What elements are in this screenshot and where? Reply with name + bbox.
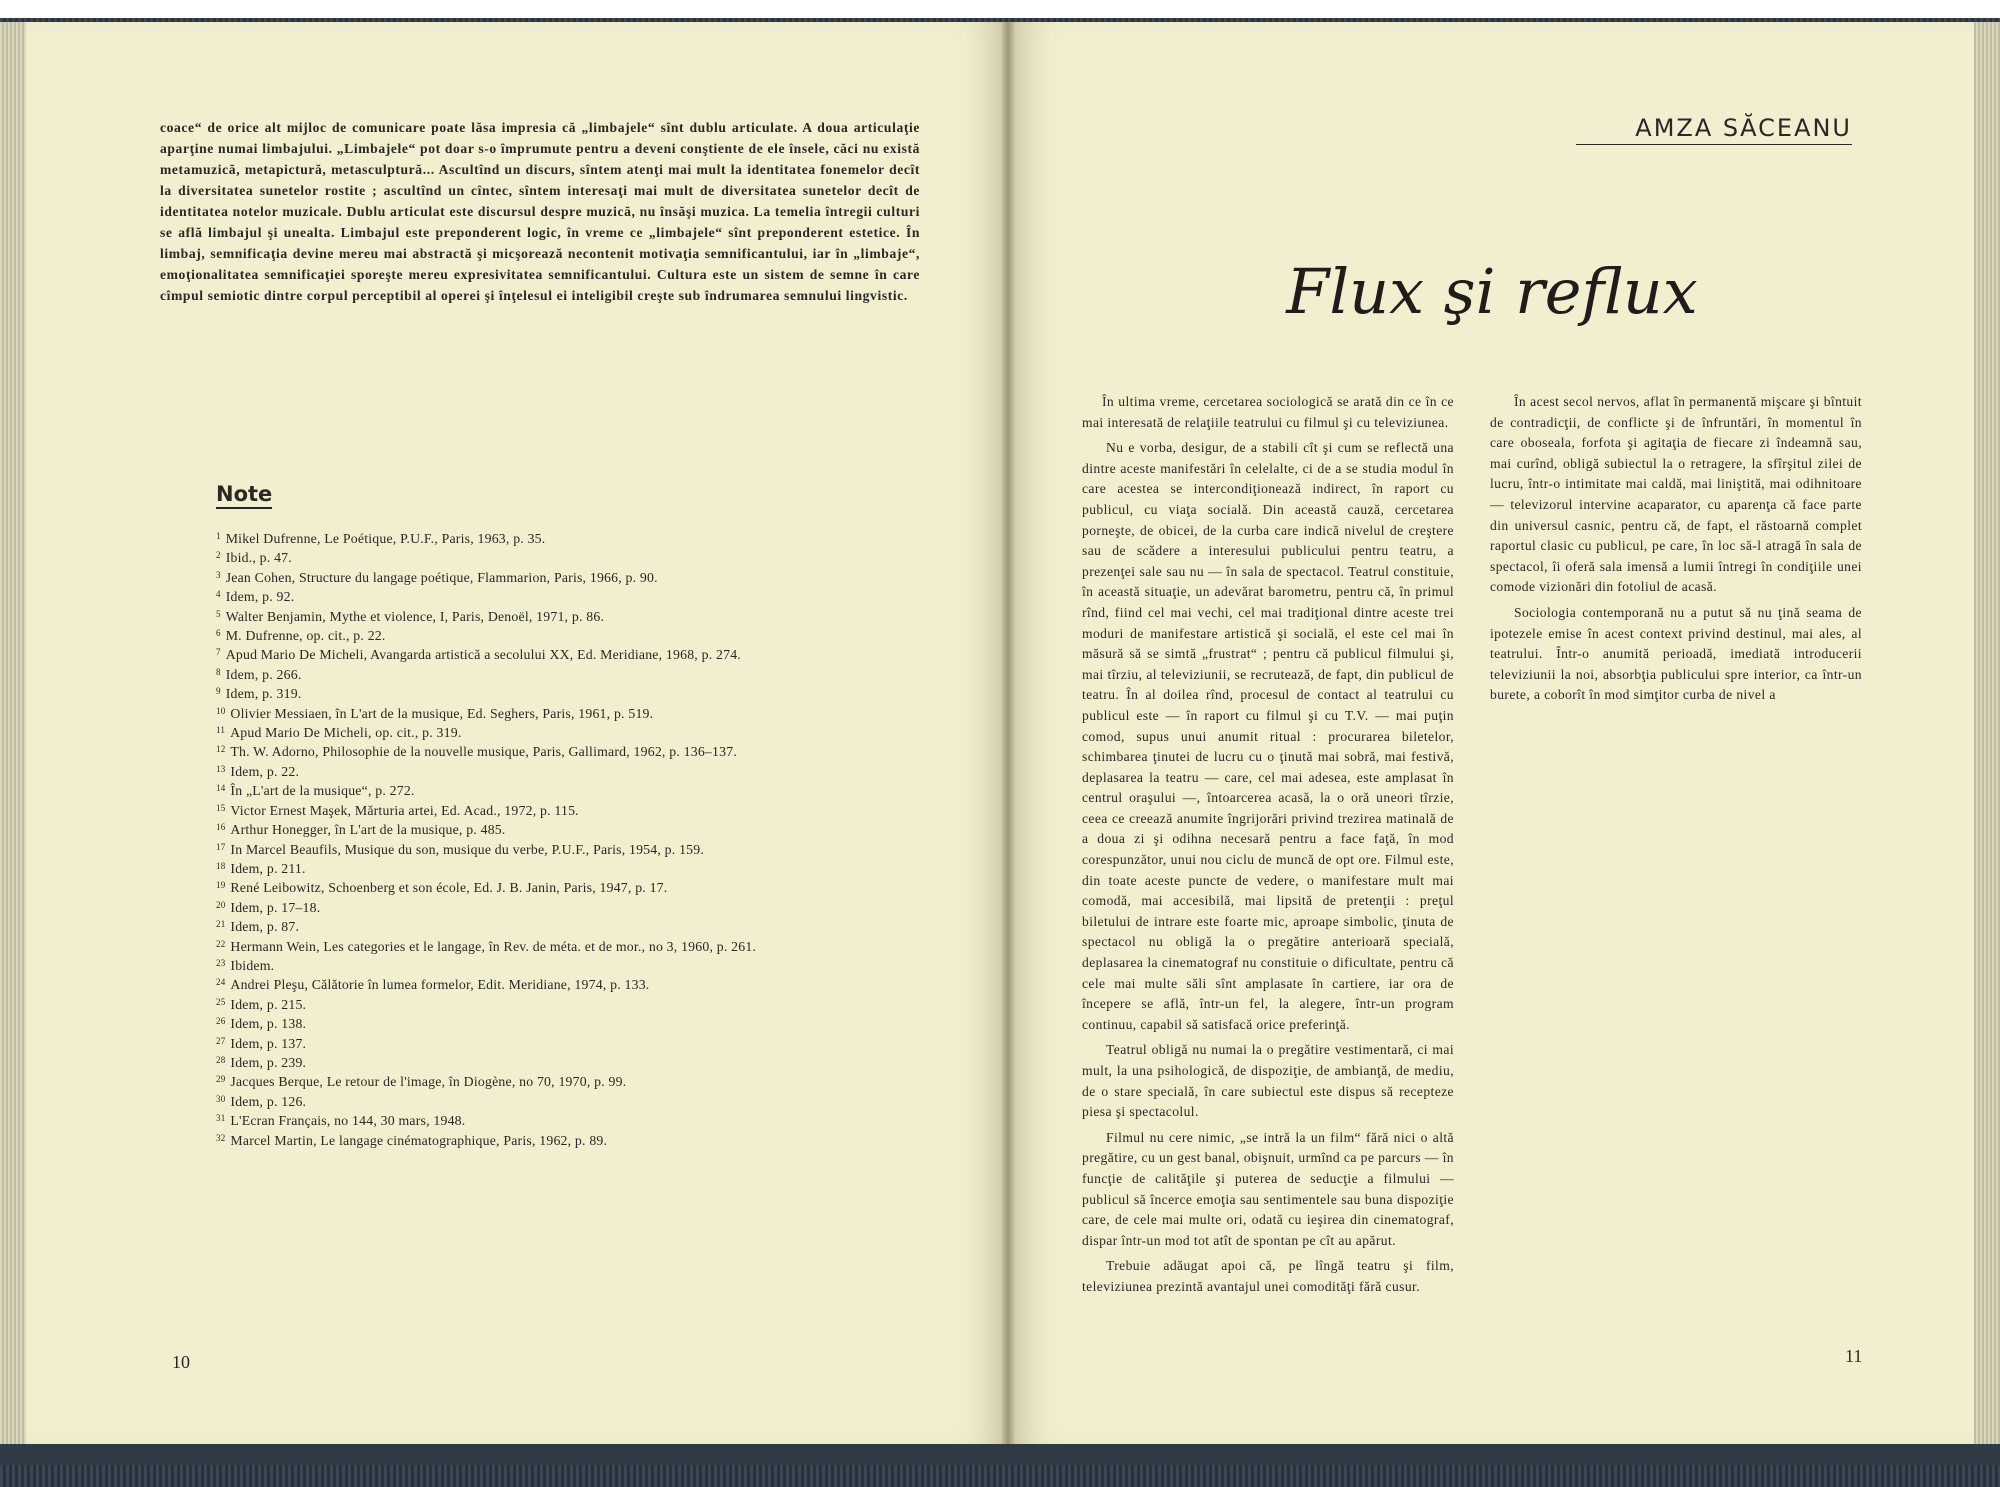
note-number: 13: [216, 763, 226, 774]
note-text: Jacques Berque, Le retour de l'image, în Diogène, no 70, 1970, p. 99.: [230, 1074, 627, 1090]
note-item: [216, 1091, 916, 1110]
note-text: În „L'art de la musique“, p. 272.: [230, 783, 415, 799]
note-text: In Marcel Beaufils, Musique du son, musique du verbe, P.U.F., Paris, 1954, p. 159.: [230, 841, 705, 857]
note-text: René Leibowitz, Schoenberg et son école, Ed. J. B. Janin, Paris, 1947, p. 17.: [230, 880, 668, 896]
right-page-edges: [1974, 22, 2000, 1444]
note-item: [216, 606, 916, 625]
note-number: 18: [216, 860, 226, 871]
note-number: 21: [216, 919, 226, 930]
note-text: Idem, p. 138.: [230, 1016, 307, 1032]
note-text: Idem, p. 87.: [230, 919, 300, 935]
article-paragraph: Filmul nu cere nimic, „se intră la un film“ fără nici o altă pregătire, cu un gest banal, obişnuit, urmînd ca pe parcurs — în funcţie de calităţile şi puterea de seducţie a filmului — publicul să încerce emoţia sau sentimentele sau buna dispoziţie care, de cele mai multe ori, odată cu ieşirea din cinematograf, dispar într-un mod tot atît de spontan pe cît au apărut.: [1082, 1129, 1454, 1248]
note-item: [216, 722, 916, 741]
note-item: [216, 741, 916, 760]
note-text: Idem, p. 215.: [230, 996, 307, 1012]
article-title: Flux şi reflux: [1286, 255, 1698, 328]
note-text: Hermann Wein, Les categories et le langage, în Rev. de méta. et de mor., no 3, 1960, p. 261.: [230, 938, 757, 954]
note-number: 22: [216, 938, 226, 949]
note-number: 30: [216, 1093, 226, 1104]
note-text: Idem, p. 137.: [230, 1035, 307, 1051]
note-number: 6: [216, 628, 221, 639]
note-number: 27: [216, 1035, 226, 1046]
note-item: [216, 955, 916, 974]
note-text: Marcel Martin, Le langage cinématographique, Paris, 1962, p. 89.: [230, 1132, 608, 1148]
note-text: L'Ecran Français, no 144, 30 mars, 1948.: [230, 1113, 466, 1129]
note-item: [216, 800, 916, 819]
note-number: 31: [216, 1113, 226, 1124]
notes-list: [216, 528, 916, 1149]
note-text: Th. W. Adorno, Philosophie de la nouvelle musique, Paris, Gallimard, 1962, p. 136–137.: [230, 744, 737, 760]
note-item: [216, 858, 916, 877]
note-number: 14: [216, 783, 226, 794]
note-number: 17: [216, 841, 226, 852]
note-number: 7: [216, 647, 221, 658]
note-item: [216, 780, 916, 799]
note-number: 5: [216, 608, 221, 619]
note-text: Walter Benjamin, Mythe et violence, I, Paris, Denoël, 1971, p. 86.: [225, 608, 605, 624]
article-paragraph: În acest secol nervos, aflat în permanentă mişcare şi bîntuit de contradicţii, de conflicte şi de înfruntări, în momentul în care oboseala, forfota şi agitaţia de fiecare zi îndeamnă sau, mai curînd, obligă subiectul la o retragere, la sfîrşitul zilei de lucru, într-o intimitate mai caldă, mai liniştită, mai odihnitoare — televizorul intervine acaparator, cu aparenţa că face parte din universul casnic, pentru că, de fapt, el răstoarnă complet raportul clasic cu publicul, pe care, în loc să-l atragă în sala de spectacol, îi oferă sala imensă a lumii întregi în condiţiile unei comode vizionări din fotoliul de acasă.: [1490, 394, 1862, 595]
note-text: Idem, p. 92.: [225, 589, 295, 605]
note-item: [216, 703, 916, 722]
article-paragraph: Trebuie adăugat apoi că, pe lîngă teatru şi film, televiziunea prezintă avantajul unei comodităţi fără cusur.: [1082, 1258, 1454, 1294]
article-body: [1082, 392, 1862, 1312]
page-number-left: 10: [172, 1352, 190, 1372]
note-item: [216, 1110, 916, 1129]
note-item: [216, 877, 916, 896]
note-text: M. Dufrenne, op. cit., p. 22.: [225, 628, 386, 644]
note-text: Victor Ernest Maşek, Mărturia artei, Ed. Acad., 1972, p. 115.: [230, 802, 579, 818]
note-number: 19: [216, 880, 226, 891]
note-text: Idem, p. 126.: [230, 1093, 307, 1109]
note-item: [216, 683, 916, 702]
note-text: Idem, p. 17–18.: [230, 899, 321, 915]
note-text: Idem, p. 319.: [225, 686, 302, 702]
note-number: 26: [216, 1016, 226, 1027]
note-text: Idem, p. 22.: [230, 763, 300, 779]
note-item: [216, 916, 916, 935]
note-item: [216, 528, 916, 547]
note-item: [216, 1071, 916, 1090]
article-paragraph: Sociologia contemporană nu a putut să nu ţină seama de ipotezele emise în acest context privind destinul, mai ales, al teatrului. Într-o anumită perioadă, imediată introducerii televiziunii la noi, absorbţia publicului spre interior, ca într-un burete, a coborît în mod simţitor curba de nivel a: [1490, 604, 1862, 703]
note-text: Ibidem.: [230, 957, 275, 973]
book-gutter: [1001, 22, 1015, 1444]
note-number: 32: [216, 1132, 226, 1143]
note-number: 8: [216, 666, 221, 677]
note-item: [216, 1130, 916, 1149]
note-number: 11: [216, 725, 226, 736]
note-text: Apud Mario De Micheli, Avangarda artistică a secolului XX, Ed. Meridiane, 1968, p. 274.: [225, 647, 741, 663]
note-number: 25: [216, 996, 226, 1007]
note-number: 28: [216, 1054, 226, 1065]
note-item: [216, 974, 916, 993]
article-paragraph: Nu e vorba, desigur, de a stabili cît şi cum se reflectă una dintre aceste manifestări în celelalte, ci de a se studia modul în care acestea se intercondiţionează indirect, în raport cu publicul, cu viaţa socială. Din această cauză, cercetarea porneşte, de obicei, de la curba care indică nivelul de creştere sau de scădere a interesului publicului pentru teatru, a prezenţei sale sau nu — în sala de spectacol. Teatrul constituie, în această situaţie, un adevărat barometru, pentru că, în primul rînd, fiind cel mai vechi, cel mai tradiţional dintre aceste trei moduri de manifestare artistică şi socială, el este cel mai în măsură să se simtă „frustrat“ ; pentru că publicul filmului şi, mai tîrziu, al televiziunii, se recrutează, de fapt, din publicul de teatru. În al doilea rînd, procesul de contact al teatrului cu publicul este — în raport cu filmul şi cu T.V. — mai puţin comod, supus unui anumit ritual : procurarea biletelor, schimbarea ţinutei de lucru cu o ţinută mai sobră, mai festivă, deplasarea la teatru — care, cel mai adesea, este amplasat în centrul oraşului —, întoarcerea acasă, la o oră uneori tîrzie, ceea ce creează anumite îngrijorări privind trezirea matinală de a doua zi şi odihna necesară pentru a face faţă, în mod corespunzător, unui nou ciclu de muncă de opt ore. Filmul este, din toate aceste puncte de vedere, o manifestare mult mai comodă, mai accesibilă, mai lipsită de pretenţii : preţul biletului de intrare este foarte mic, aproape simbolic, ţinuta de spectacol nu obligă la o pregătire anterioară specială, deplasarea la cinematograf nu constituie o dificultate, pentru că cele mai multe săli sînt amplasate în cartiere, iar ora de începere se află, într-un fel, la alegere, într-un program continuu, capabil să satisfacă orice preferinţă.: [1082, 440, 1454, 1032]
note-text: Jean Cohen, Structure du langage poétique, Flammarion, Paris, 1966, p. 90.: [225, 569, 658, 585]
intro-paragraph: coace“ de orice alt mijloc de comunicare poate lăsa impresia că „limbajele“ sînt dublu articulate. A doua articulaţie aparţine numai limbajului. „Limbajele“ pot doar s-o împrumute pentru a deveni conştiente de ele însele, căci nu există metamuzică, metapictură, metasculptură... Ascultînd un discurs, sîntem atenţi mai mult la identitatea fonemelor decît la diversitatea sunetelor rostite ; ascultînd un cîntec, sîntem interesaţi mai mult de diversitatea sunetelor decît de identitatea notelor muzicale. Dublu articulat este discursul despre muzică, nu însăşi muzica. La temelia întregii culturi se află limbajul şi unealta. Limbajul este preponderent logic, în vreme ce „limbajele“ sînt preponderent estetice. În limbaj, semnificaţia devine mereu mai abstractă şi micşorează necontenit motivaţia semnificantului, iar în „limbaje“, emoţionalitatea semnificaţiei sporeşte mereu expresivitatea semnificantului. Cultura este un sistem de semne în care cîmpul semiotic dintre corpul perceptibil al operei şi înţelesul ei inteligibil creşte sub îndrumarea semnului lingvistic.: [160, 120, 920, 303]
notes-heading: Note: [216, 482, 272, 509]
note-number: 2: [216, 550, 221, 561]
note-number: 9: [216, 686, 221, 697]
article-paragraph: În ultima vreme, cercetarea sociologică se arată din ce în ce mai interesată de relaţiile teatrului cu filmul şi cu televiziunea.: [1082, 394, 1454, 430]
page-number-right: 11: [1845, 1346, 1863, 1366]
note-item: [216, 1052, 916, 1071]
article-paragraph: Teatrul obligă nu numai la o pregătire vestimentară, ci mai mult, la una psihologică, de dispoziţie, de ambianţă, de mediu, de o stare specială, în care subiectul este dispus să recepteze piesa şi spectacolul.: [1082, 1042, 1454, 1120]
note-number: 16: [216, 822, 226, 833]
note-text: Idem, p. 211.: [230, 860, 306, 876]
note-text: Idem, p. 239.: [230, 1054, 307, 1070]
note-number: 29: [216, 1074, 226, 1085]
note-text: Mikel Dufrenne, Le Poétique, P.U.F., Paris, 1963, p. 35.: [225, 531, 546, 546]
note-item: [216, 994, 916, 1013]
note-text: Arthur Honegger, în L'art de la musique, p. 485.: [230, 822, 506, 838]
author-name: AMZA SĂCEANU: [1576, 114, 1852, 145]
note-item: [216, 819, 916, 838]
note-text: Olivier Messiaen, în L'art de la musique, Ed. Seghers, Paris, 1961, p. 519.: [230, 705, 654, 721]
note-number: 12: [216, 744, 226, 755]
note-item: [216, 761, 916, 780]
note-item: [216, 936, 916, 955]
note-text: Ibid., p. 47.: [225, 550, 292, 566]
note-text: Andrei Pleşu, Călătorie în lumea formelor, Edit. Meridiane, 1974, p. 133.: [230, 977, 650, 993]
note-item: [216, 897, 916, 916]
note-number: 15: [216, 802, 226, 813]
note-number: 24: [216, 977, 226, 988]
note-text: Idem, p. 266.: [225, 666, 302, 682]
note-number: 4: [216, 589, 221, 600]
left-page-edges: [0, 22, 26, 1444]
note-number: 20: [216, 899, 226, 910]
note-item: [216, 644, 916, 663]
note-number: 3: [216, 569, 221, 580]
note-number: 1: [216, 531, 221, 541]
note-item: [216, 839, 916, 858]
note-item: [216, 586, 916, 605]
note-text: Apud Mario De Micheli, op. cit., p. 319.: [230, 725, 462, 741]
note-item: [216, 1033, 916, 1052]
note-number: 23: [216, 957, 226, 968]
note-item: [216, 664, 916, 683]
note-item: [216, 567, 916, 586]
note-item: [216, 1013, 916, 1032]
note-number: 10: [216, 705, 226, 716]
note-item: [216, 625, 916, 644]
note-item: [216, 547, 916, 566]
